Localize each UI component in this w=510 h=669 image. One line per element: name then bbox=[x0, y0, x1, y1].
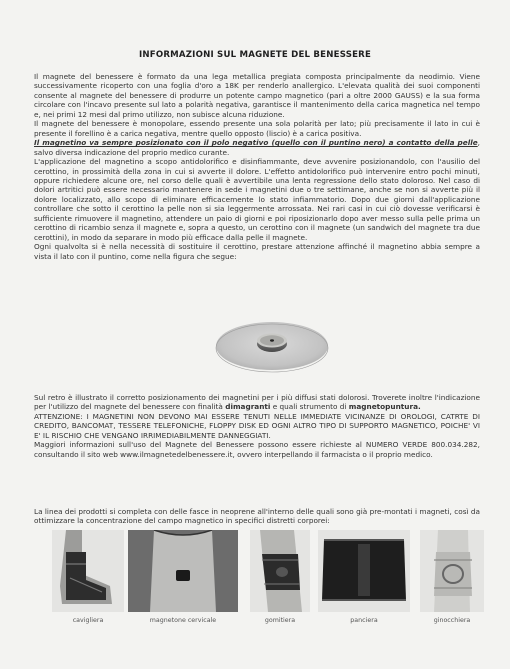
ankle-brace-photo bbox=[52, 530, 124, 612]
knee-brace-photo bbox=[420, 530, 484, 612]
back-side-text: Sul retro è illustrato il corretto posizionamento dei magnetini per i più diffusi stati dolorosi. Troverete inoltre l'indicazione per l'utilizzo del magnete del benessere con finalità bbox=[34, 393, 480, 412]
document-title: INFORMAZIONI SUL MAGNETE DEL BENESSERE bbox=[138, 50, 372, 60]
products-section bbox=[34, 507, 480, 526]
caption-elbow-brace: gomitiera bbox=[264, 617, 296, 624]
slimming-keyword: dimagranti bbox=[225, 402, 271, 412]
cervical-collar-photo bbox=[128, 530, 238, 612]
paragraph-products: La linea dei prodotti si completa con delle fasce in neoprene all'interno delle quali sono già pre-montati i magneti, così da ottimizzare la concentrazione del campo magnetico in specifici distretti corporei: bbox=[34, 507, 480, 526]
notes-section bbox=[34, 393, 480, 459]
caption-knee-brace: ginocchiera bbox=[433, 617, 471, 624]
elbow-brace-photo bbox=[250, 530, 310, 612]
caption-waist-belt: panciera bbox=[350, 617, 378, 624]
paragraph-application: L'applicazione del magnetino a scopo antidolorifico e disinfiammante, deve avvenire posizionandolo, con l'ausilio del cerottino, in prossimità della zona in cui si avverte il dolore. L'effetto antidolorifico può intervenire entro pochi minuti, oppure richiedere alcune ore, nel corso delle quali è avvertibile una lenta regressione dello stato doloroso. Nel caso di dolori artritici può essere necessario mantenere in sede i magnetini due o tre settimane, anche se non si avverte più il dolore localizzato, allo scopo di eliminare efficacemente lo stato infiammatorio. Dopo due giorni dall'applicazione controllare che sotto il cerottino la pelle non si sia leggermente arrossata. Nei rari casi in cui ciò dovesse verificarsi è sufficiente rimuovere il magnetino, attendere un paio di giorni e poi riposizionarlo dopo aver messo sulla pelle prima un cerottino di ricambio senza il magnete e, sopra a questo, un cerottino con il magnete (un sandwich del magnete tra due cerottini), in modo da separare in modo più efficace dalla pelle il magnete. bbox=[34, 157, 480, 242]
intro-section bbox=[34, 72, 480, 261]
paragraph-warning: ATTENZIONE: I MAGNETINI NON DEVONO MAI ESSERE TENUTI NELLE IMMEDIATE VICINANZE DI OROLOGI, CATRTE DI CREDITO, BANCOMAT, TESSERE TELEFONICHE, FLOPPY DISK ED OGNI ALTRO TIPO DI SUPPORTO MAGNETICO, POICHE' VI E' IL RISCHIO CHE VENGANO IRRIMEDIABILMENTE DANNEGGIATI. bbox=[34, 411, 480, 440]
paragraph-back-side bbox=[34, 393, 480, 412]
paragraph-contact-info: Maggiori informazioni sull'uso del Magnete del Benessere possono essere richieste al NUMERO VERDE 800.034.282, consultando il sito web www.ilmagnetedelbenessere.it, ovvero interpellando il farmacista o il proprio medico. bbox=[34, 440, 480, 459]
paragraph-composition: Il magnete del benessere è formato da una lega metallica pregiata composta principalmente da neodimio. Viene successivamente ricoperto con una foglia d'oro a 18K per renderlo anallergico. L'elevata qualità dei suoi componenti consente al magnete del benessere di produrre un potente campo magnetico (pari a oltre 2000 GAUSS) e la sua forma circolare con l'incavo presente sul lato a polarità negativa, garantisce il mantenimento della carica magnetica nel tempo e, nei primi 12 mesi dal primo utilizzo, non subisce alcuna riduzione. bbox=[34, 72, 480, 119]
magnet-on-plaster-image bbox=[213, 314, 331, 374]
waist-belt-photo bbox=[318, 530, 410, 612]
positioning-emphasis: Il magnetino va sempre posizionato con il polo negativo (quello con il puntino nero) a contatto della pelle bbox=[34, 138, 478, 148]
caption-cervical-collar: magnetone cervicale bbox=[149, 617, 217, 624]
paragraph-positioning bbox=[34, 138, 480, 157]
caption-ankle-brace: cavigliera bbox=[72, 617, 104, 624]
positioning-note: , salvo diversa indicazione del proprio medico curante. bbox=[34, 138, 480, 157]
paragraph-polarity: Il magnete del benessere è monopolare, essendo presente una sola polarità per lato; più precisamente il lato in cui è presente il forellino è a carica negativa, mentre quello opposto (liscio) è a carica positiva. bbox=[34, 119, 480, 138]
back-side-text-2: e quali strumento di bbox=[270, 402, 349, 412]
magnetopuncture-keyword: magnetopuntura. bbox=[348, 402, 421, 412]
paragraph-replacement: Ogni qualvolta si è nella necessità di sostituire il cerottino, prestare attenzione affinché il magnetino abbia sempre a vista il lato con il puntino, come nella figura che segue: bbox=[34, 242, 480, 261]
